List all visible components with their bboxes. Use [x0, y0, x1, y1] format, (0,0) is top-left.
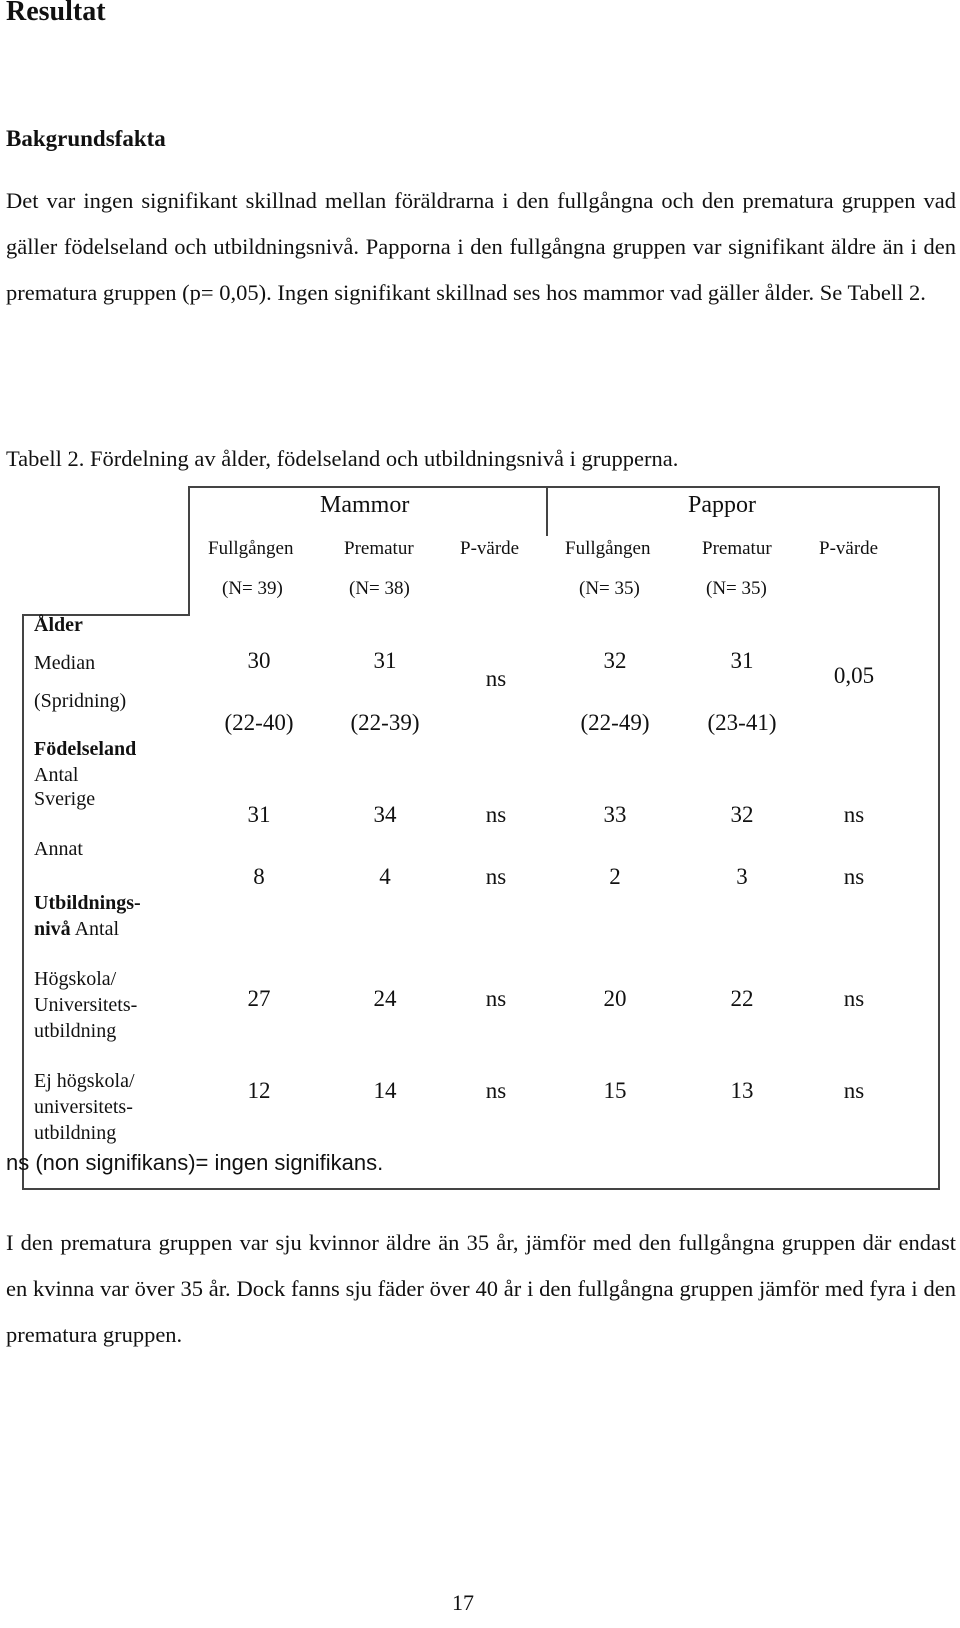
row-label-hogskola-1: Högskola/	[34, 968, 117, 990]
cell-hogskola-pvarde-p: ns	[843, 986, 865, 1011]
row-label-fodelseland: Födelseland	[34, 738, 137, 760]
n-prematur-pappor: (N= 35)	[706, 578, 767, 599]
row-label-utbildning-2	[34, 918, 119, 941]
paragraph-background: Det var ingen signifikant skillnad mellan föräldrarna i den fullgångna och den prematura gruppen vad gäller födelseland och utbildningsnivå. Papporna i den fullgångna gruppen var signifikant äldre än i den prematura gruppen (p= 0,05). Ingen signifikant skillnad ses hos mammor vad gäller ålder. Se Tabell 2.	[6, 188, 956, 305]
cell-spridning-prematur-m: (22-39)	[350, 710, 420, 735]
cell-hogskola-pvarde-m: ns	[485, 986, 507, 1011]
cell-ejhogskola-prematur-m: 14	[373, 1078, 397, 1103]
cell-spridning-fullgangen-p: (22-49)	[580, 710, 650, 735]
row-label-ejhogskola-2: universitets-	[34, 1096, 133, 1118]
section-heading: Bakgrundsfakta	[6, 126, 166, 151]
cell-hogskola-prematur-m: 24	[373, 986, 397, 1011]
cell-ejhogskola-fullgangen-m: 12	[247, 1078, 271, 1103]
cell-annat-prematur-p: 3	[736, 864, 748, 889]
cell-annat-fullgangen-m: 8	[253, 864, 265, 889]
table-caption: Tabell 2. Fördelning av ålder, födelseland och utbildningsnivå i grupperna.	[6, 446, 679, 471]
group-pappor: Pappor	[688, 492, 756, 518]
cell-annat-prematur-m: 4	[379, 864, 391, 889]
row-label-ejhogskola-1: Ej högskola/	[34, 1070, 135, 1092]
row-label-utbildning-antal: Antal	[74, 918, 120, 940]
cell-hogskola-fullgangen-m: 27	[247, 986, 271, 1011]
col-fullgangen-pappor: Fullgången	[565, 538, 651, 559]
cell-annat-fullgangen-p: 2	[609, 864, 621, 889]
table-border-top	[188, 486, 940, 488]
row-label-antal: Antal	[34, 764, 79, 786]
row-label-utbildning-1: Utbildnings-	[34, 892, 141, 914]
cell-ejhogskola-prematur-p: 13	[730, 1078, 754, 1103]
table-border-bottom	[22, 1188, 940, 1190]
cell-spridning-prematur-p: (23-41)	[707, 710, 777, 735]
results-table	[22, 486, 940, 1190]
n-prematur-mammor: (N= 38)	[349, 578, 410, 599]
cell-median-prematur-m: 31	[373, 648, 397, 673]
cell-sverige-fullgangen-m: 31	[247, 802, 271, 827]
table-border-left-header	[188, 486, 190, 616]
row-label-hogskola-3: utbildning	[34, 1020, 117, 1042]
cell-median-pvarde-p: 0,05	[833, 663, 875, 688]
cell-median-prematur-p: 31	[730, 648, 754, 673]
row-label-alder: Ålder	[34, 614, 83, 636]
page-number: 17	[452, 1590, 474, 1615]
cell-annat-pvarde-m: ns	[485, 864, 507, 889]
cell-sverige-prematur-m: 34	[373, 802, 397, 827]
cell-hogskola-prematur-p: 22	[730, 986, 754, 1011]
n-fullgangen-pappor: (N= 35)	[579, 578, 640, 599]
table-footnote: ns (non signifikans)= ingen signifikans.	[6, 1150, 384, 1175]
table-border-right	[938, 486, 940, 1190]
col-pvarde-pappor: P-värde	[819, 538, 879, 559]
table-border-left	[22, 616, 24, 1190]
row-label-spridning: (Spridning)	[34, 690, 127, 712]
cell-sverige-fullgangen-p: 33	[603, 802, 627, 827]
row-label-sverige: Sverige	[34, 788, 96, 810]
cell-sverige-pvarde-p: ns	[843, 802, 865, 827]
cell-spridning-fullgangen-m: (22-40)	[224, 710, 294, 735]
cell-annat-pvarde-p: ns	[843, 864, 865, 889]
paragraph-age-comparison: I den prematura gruppen var sju kvinnor äldre än 35 år, jämför med den fullgångna gruppen där endast en kvinna var över 35 år. Dock fanns sju fäder över 40 år i den fullgångna gruppen jämför med fyra i den prematura gruppen.	[6, 1230, 956, 1347]
col-pvarde-mammor: P-värde	[460, 538, 520, 559]
cell-median-pvarde-m: ns	[485, 666, 507, 691]
cell-hogskola-fullgangen-p: 20	[603, 986, 627, 1011]
cell-ejhogskola-pvarde-m: ns	[485, 1078, 507, 1103]
row-label-hogskola-2: Universitets-	[34, 994, 138, 1016]
cell-ejhogskola-pvarde-p: ns	[843, 1078, 865, 1103]
cell-sverige-prematur-p: 32	[730, 802, 754, 827]
row-label-ejhogskola-3: utbildning	[34, 1122, 117, 1144]
n-fullgangen-mammor: (N= 39)	[222, 578, 283, 599]
page-heading: Resultat	[6, 0, 106, 27]
row-label-utbildning-niva: nivå	[34, 918, 71, 940]
col-prematur-mammor: Prematur	[344, 538, 414, 559]
col-prematur-pappor: Prematur	[702, 538, 772, 559]
cell-median-fullgangen-m: 30	[247, 648, 271, 673]
col-fullgangen-mammor: Fullgången	[208, 538, 294, 559]
row-label-annat: Annat	[34, 838, 83, 860]
cell-sverige-pvarde-m: ns	[485, 802, 507, 827]
table-group-divider	[546, 486, 548, 536]
group-mammor: Mammor	[320, 492, 410, 518]
row-label-median: Median	[34, 652, 96, 674]
cell-ejhogskola-fullgangen-p: 15	[603, 1078, 627, 1103]
cell-median-fullgangen-p: 32	[603, 648, 627, 673]
